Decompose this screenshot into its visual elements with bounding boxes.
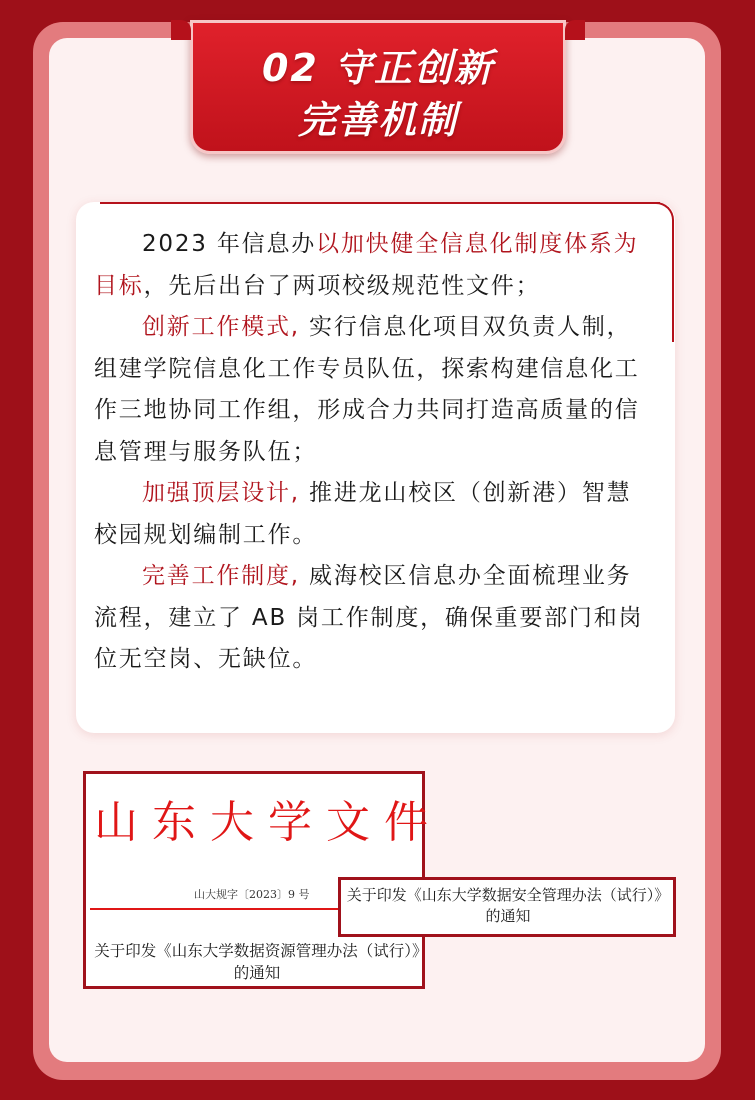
paragraph-4	[94, 556, 654, 681]
paragraph-1	[94, 224, 654, 307]
card-accent-corner	[654, 202, 674, 342]
paragraph-1-body: ，先后出台了两项校级规范性文件；	[143, 272, 541, 299]
document-number: 山大规字〔2023〕9 号	[194, 888, 310, 901]
card-accent-line	[100, 202, 660, 204]
paragraph-2	[94, 307, 654, 473]
paragraph-4-highlight: 完善工作制度,	[142, 563, 300, 589]
paragraph-2-highlight: 创新工作模式,	[142, 314, 300, 340]
paragraph-4-body: 威海校区信息办全面梳理业务流程，建立了 AB 岗工作制度，确保重要部门和岗位无空岗、无缺位。	[94, 563, 644, 672]
section-title-line1: 02 守正创新	[261, 46, 495, 90]
paragraph-3-highlight: 加强顶层设计,	[142, 480, 300, 506]
document-image-2	[338, 877, 676, 937]
paragraph-3-body: 推进龙山校区（创新港）智慧校园规划编制工作。	[94, 480, 632, 548]
paragraph-3	[94, 473, 654, 556]
document-header: 山东大学文件	[94, 797, 442, 848]
paragraph-1-intro: 2023 年信息办	[142, 231, 317, 257]
document-1-title: 关于印发《山东大学数据资源管理办法（试行）》的通知	[94, 942, 420, 982]
document-2-title: 关于印发《山东大学数据安全管理办法（试行）》的通知	[346, 886, 670, 925]
paragraph-2-body: 实行信息化项目双负责人制，组建学院信息化工作专员队伍，探索构建信息化工作三地协同工作组，形成合力共同打造高质量的信息管理与服务队伍；	[94, 314, 640, 465]
section-title-banner	[190, 20, 566, 154]
section-title-line2: 完善机制	[297, 98, 458, 142]
paragraph-1-highlight: 以加快健全信息化制度体系为目标	[94, 231, 639, 299]
